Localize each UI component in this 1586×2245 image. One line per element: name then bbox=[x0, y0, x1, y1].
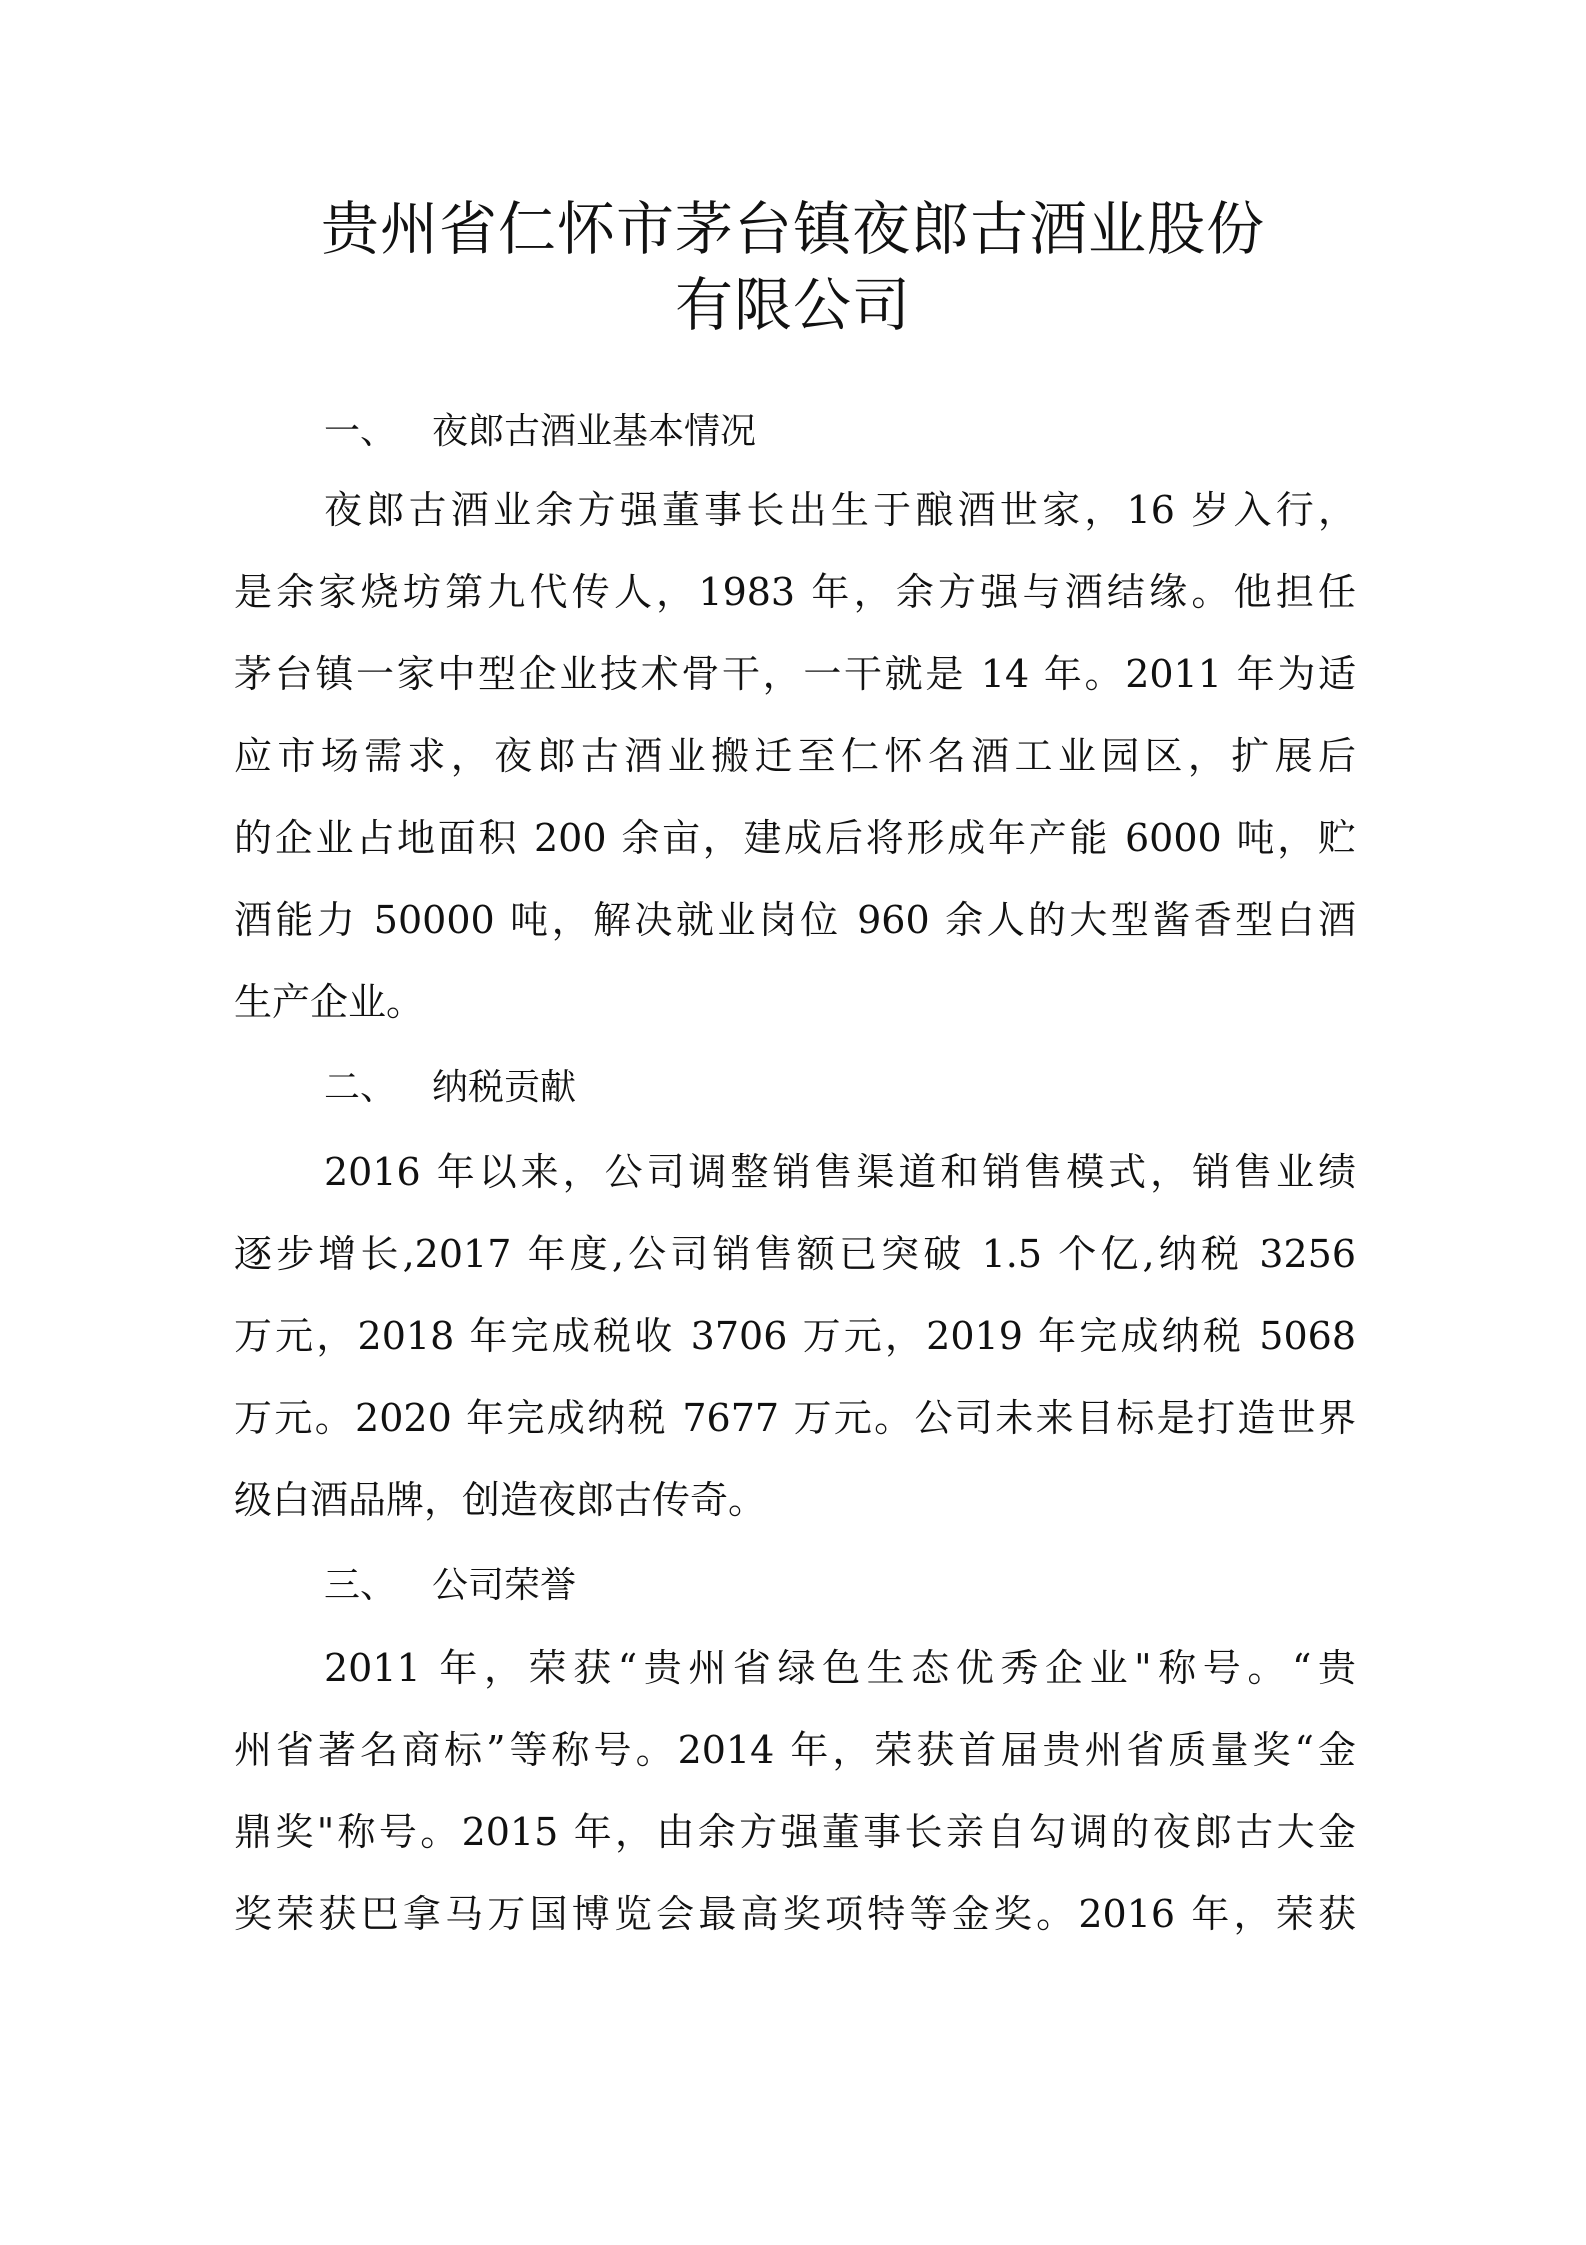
paragraph-line: 奖荣获巴拿马万国博览会最高奖项特等金奖。2016 年，荣获 bbox=[234, 1892, 1356, 1936]
paragraph-line: 2016 年以来，公司调整销售渠道和销售模式，销售业绩 bbox=[324, 1150, 1356, 1194]
paragraph-line: 州省著名商标”等称号。2014 年，荣获首届贵州省质量奖“金 bbox=[234, 1728, 1356, 1772]
paragraph-line: 酒能力 50000 吨，解决就业岗位 960 余人的大型酱香型白酒 bbox=[234, 898, 1356, 942]
paragraph-line: 应市场需求，夜郎古酒业搬迁至仁怀名酒工业园区，扩展后 bbox=[234, 734, 1356, 778]
section-number: 三、 bbox=[324, 1565, 397, 1606]
paragraph-line: 生产企业。 bbox=[234, 980, 425, 1024]
section-heading-text: 夜郎古酒业基本情况 bbox=[432, 411, 757, 452]
document-title-line-2: 有限公司 bbox=[674, 271, 911, 339]
paragraph-line: 的企业占地面积 200 余亩，建成后将形成年产能 6000 吨，贮 bbox=[234, 816, 1356, 860]
section-number: 二、 bbox=[324, 1067, 397, 1108]
paragraph-line: 级白酒品牌，创造夜郎古传奇。 bbox=[234, 1478, 767, 1522]
paragraph-line: 夜郎古酒业余方强董事长出生于酿酒世家，16 岁入行， bbox=[324, 488, 1356, 532]
section-heading-1 bbox=[324, 412, 756, 452]
document-title-line-1: 贵州省仁怀市茅台镇夜郎古酒业股份 bbox=[320, 195, 1265, 263]
paragraph-line: 逐步增长,2017 年度,公司销售额已突破 1.5 个亿,纳税 3256 bbox=[234, 1232, 1356, 1276]
paragraph-line: 2011 年，荣获“贵州省绿色生态优秀企业"称号。“贵 bbox=[324, 1646, 1356, 1690]
section-heading-text: 公司荣誉 bbox=[432, 1565, 577, 1606]
section-heading-2 bbox=[324, 1068, 576, 1108]
paragraph-line: 万元。2020 年完成纳税 7677 万元。公司未来目标是打造世界 bbox=[234, 1396, 1356, 1440]
paragraph-line: 茅台镇一家中型企业技术骨干，一干就是 14 年。2011 年为适 bbox=[234, 652, 1356, 696]
paragraph-line: 是余家烧坊第九代传人，1983 年，余方强与酒结缘。他担任 bbox=[234, 570, 1356, 614]
paragraph-line: 鼎奖"称号。2015 年，由余方强董事长亲自勾调的夜郎古大金 bbox=[234, 1810, 1356, 1854]
paragraph-line: 万元，2018 年完成税收 3706 万元，2019 年完成纳税 5068 bbox=[234, 1314, 1356, 1358]
section-heading-3 bbox=[324, 1566, 576, 1606]
section-heading-text: 纳税贡献 bbox=[432, 1067, 577, 1108]
section-number: 一、 bbox=[324, 411, 397, 452]
